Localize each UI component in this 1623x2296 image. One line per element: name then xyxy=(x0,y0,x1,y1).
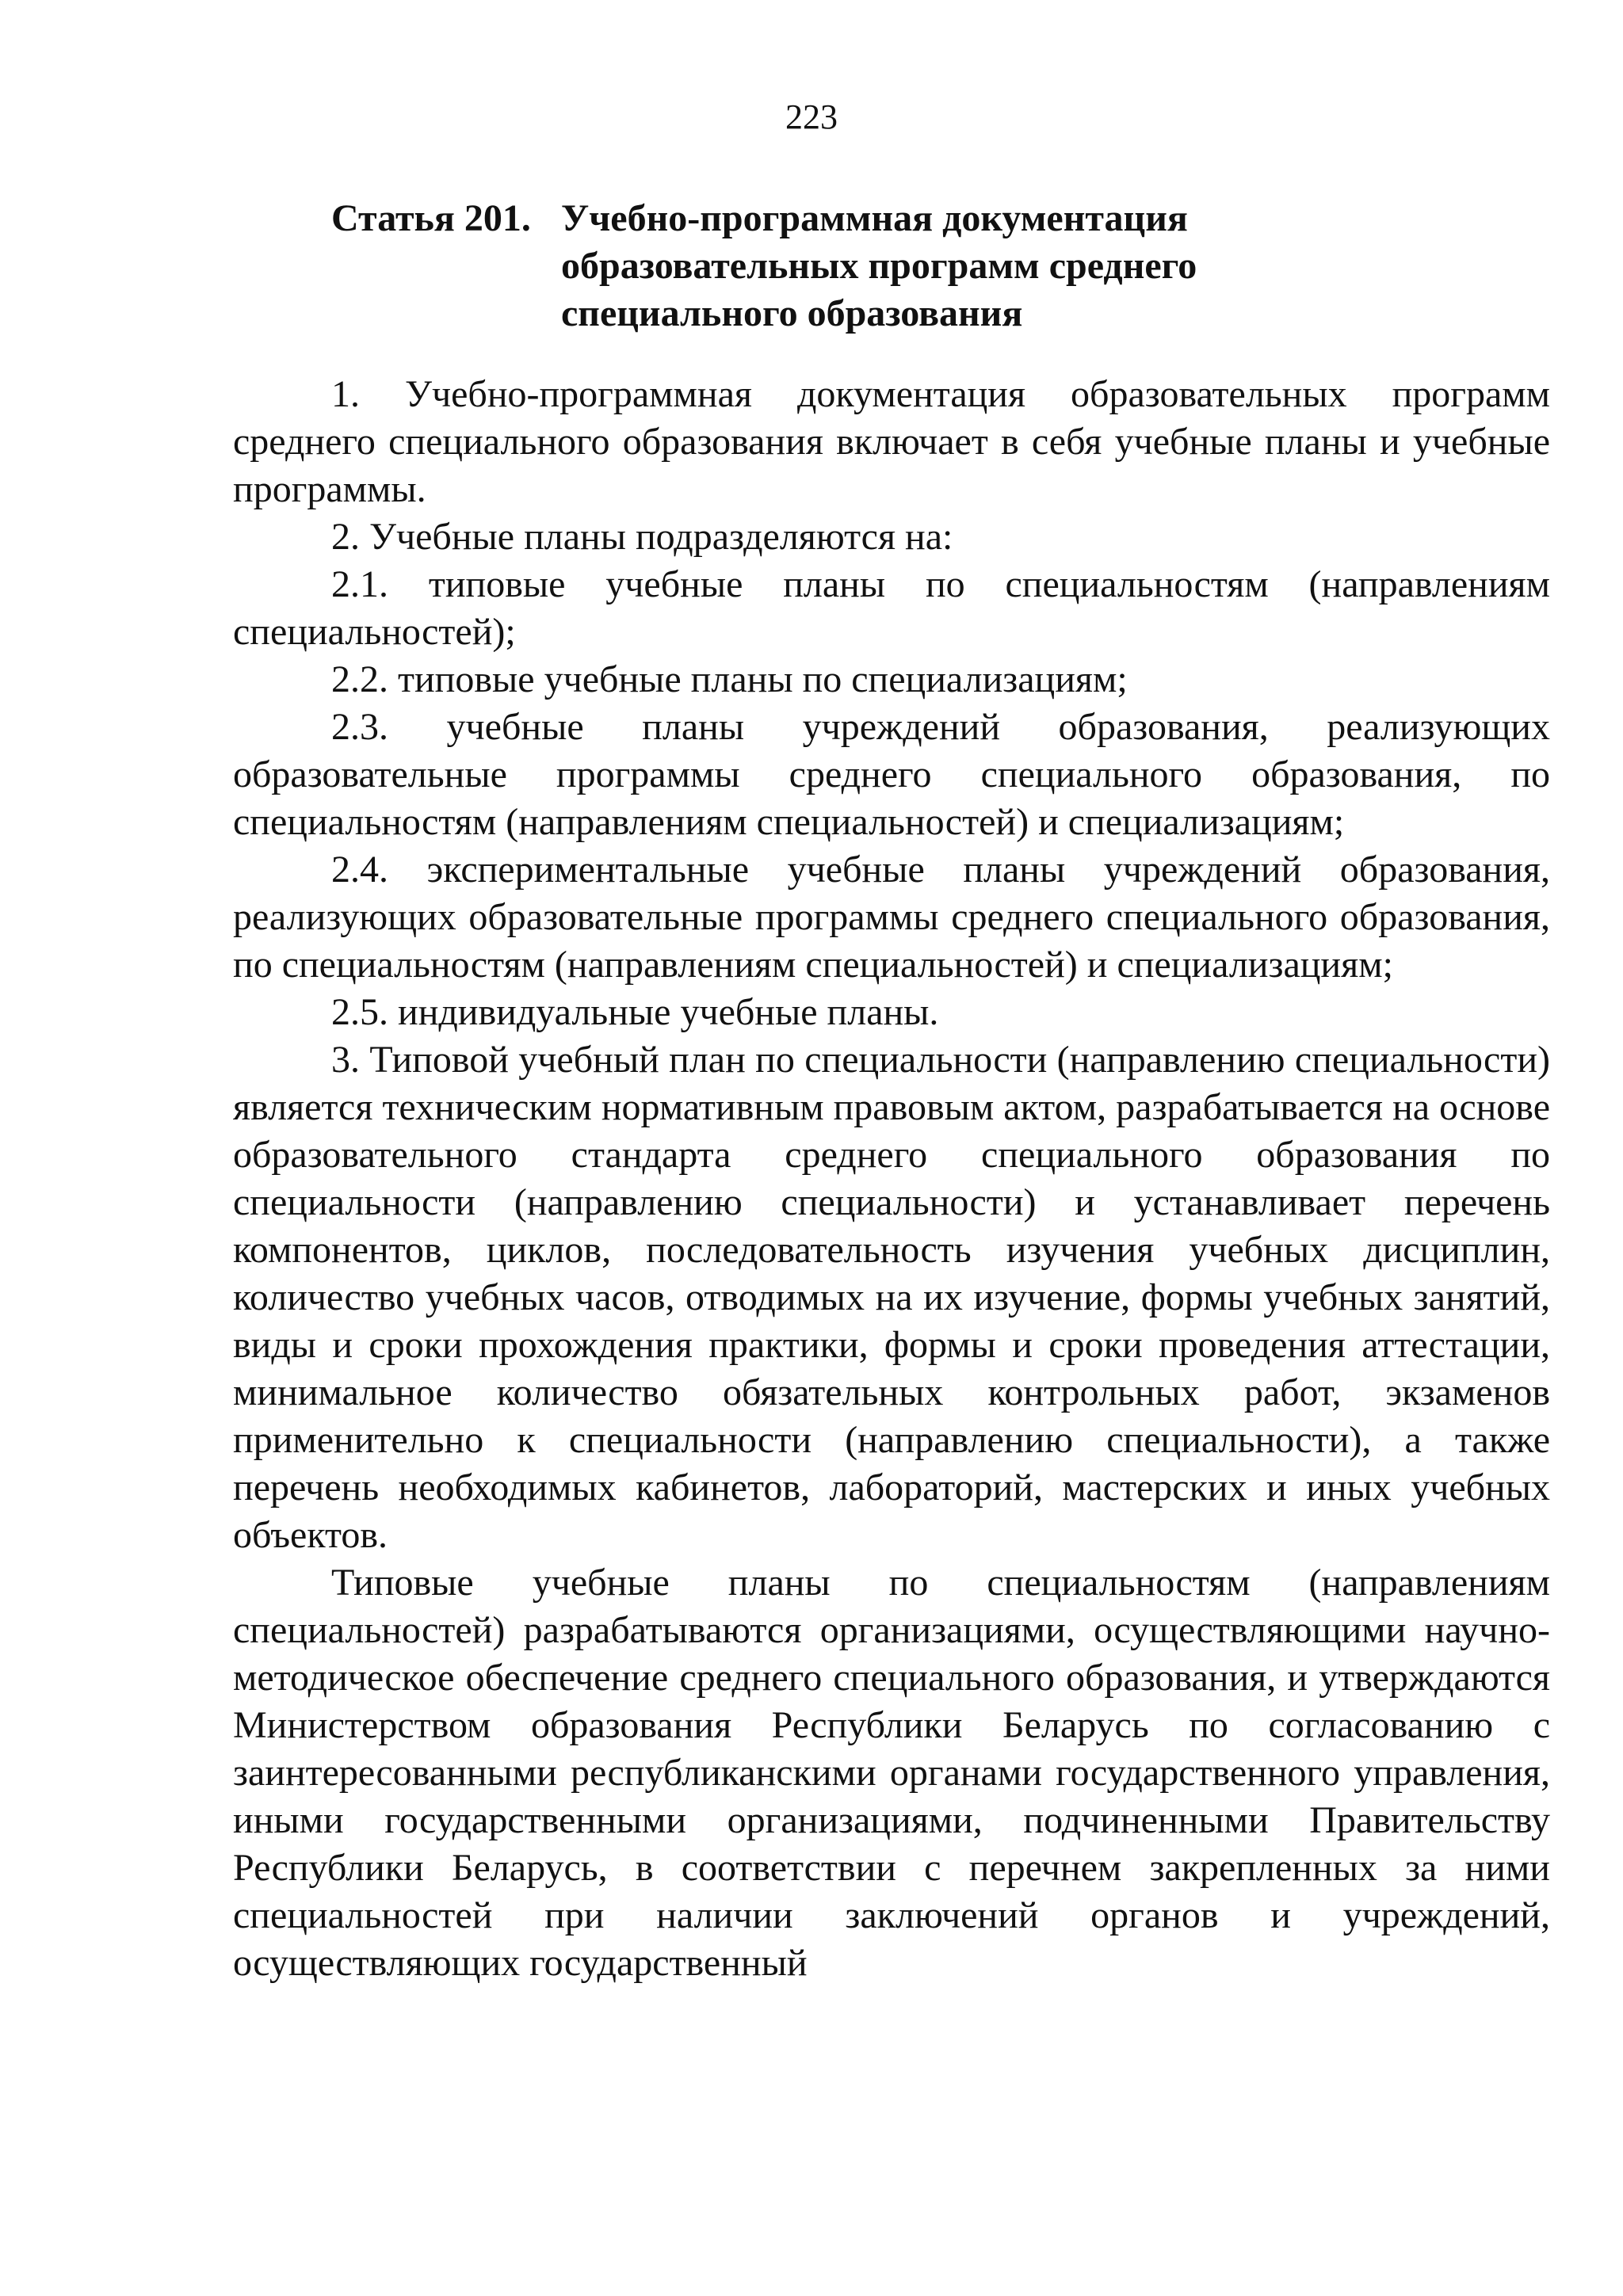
paragraph: 2.1. типовые учебные планы по специальностям (направлениям специальностей); xyxy=(233,563,1550,653)
paragraph: 1. Учебно-программная документация образовательных программ среднего специального образования включает в себя учебные планы и учебные программы. xyxy=(233,373,1550,510)
paragraph: 2.2. типовые учебные планы по специализациям; xyxy=(331,658,1128,700)
paragraph: 3. Типовой учебный план по специальности (направлению специальности) является техническим нормативным правовым актом, разрабатывается на основе образовательного стандарта среднего специального образования по специальности (направлению специальности) и устанавливает перечень компонентов, циклов, последовательность изучения учебных дисциплин, количество учебных часов, отводимых на их изучение, формы учебных занятий, виды и сроки прохождения практики, формы и сроки проведения аттестации, минимальное количество обязательных контрольных работ, экзаменов применительно к специальности (направлению специальности), а также перечень необходимых кабинетов, лабораторий, мастерских и иных учебных объектов. xyxy=(233,1039,1550,1556)
paragraph: Типовые учебные планы по специальностям (направлениям специальностей) разрабатываются организациями, осуществляющими научно-методическое обеспечение среднего специального образования, и утверждаются Министерством образования Республики Беларусь по согласованию с заинтересованными республиканскими органами государственного управления, иными государственными организациями, подчиненными Правительству Республики Беларусь, в соответствии с перечнем закрепленных за ними специальностей при наличии заключений органов и учреждений, осуществляющих государственный xyxy=(233,1562,1550,1984)
article-title-line: Учебно-программная документация xyxy=(561,197,1188,239)
paragraph: 2.5. индивидуальные учебные планы. xyxy=(331,991,939,1033)
article-title xyxy=(561,195,1322,338)
paragraph: 2. Учебные планы подразделяются на: xyxy=(331,516,953,558)
article-title-line: специального образования xyxy=(561,292,1023,334)
paragraph: 2.3. учебные планы учреждений образования, реализующих образовательные программы среднего специального образования, по специальностям (направлениям специальностей) и специализациям; xyxy=(233,706,1550,843)
article-number: Статья 201. xyxy=(331,197,531,239)
article-title-line: образовательных программ среднего xyxy=(561,245,1197,287)
article-body xyxy=(233,371,1550,1987)
page-number: 223 xyxy=(785,97,838,136)
paragraph: 2.4. экспериментальные учебные планы учреждений образования, реализующих образовательные программы среднего специального образования, по специальностям (направлениям специальностей) и специализациям; xyxy=(233,849,1550,986)
